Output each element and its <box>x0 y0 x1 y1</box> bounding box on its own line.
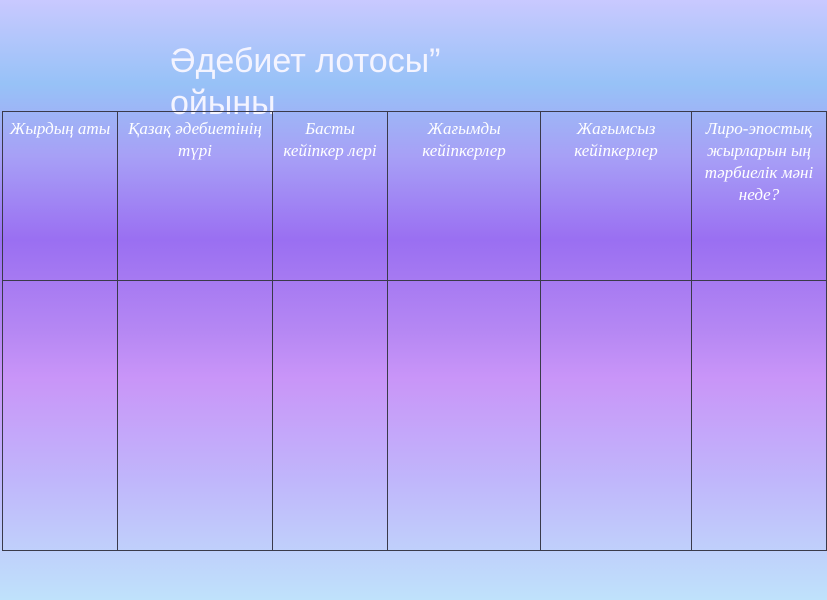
table-cell <box>388 281 541 551</box>
slide-title: Әдебиет лотосы” ойыны <box>170 42 441 122</box>
header-positive-characters: Жағымды кейіпкерлер <box>388 112 541 281</box>
table-cell <box>118 281 273 551</box>
header-main-characters: Басты кейіпкер лері <box>273 112 388 281</box>
table-row <box>3 281 827 551</box>
header-literature-type: Қазақ әдебиетінің түрі <box>118 112 273 281</box>
table-cell <box>3 281 118 551</box>
table-cell <box>273 281 388 551</box>
table-header-row <box>3 112 827 281</box>
header-educational-value: Лиро-эпостық жырларын ың тәрбиелік мәні неде? <box>692 112 827 281</box>
table-cell <box>541 281 692 551</box>
header-song-name: Жырдың аты <box>3 112 118 281</box>
game-table <box>2 111 827 551</box>
header-negative-characters: Жағымсыз кейіпкерлер <box>541 112 692 281</box>
table-cell <box>692 281 827 551</box>
